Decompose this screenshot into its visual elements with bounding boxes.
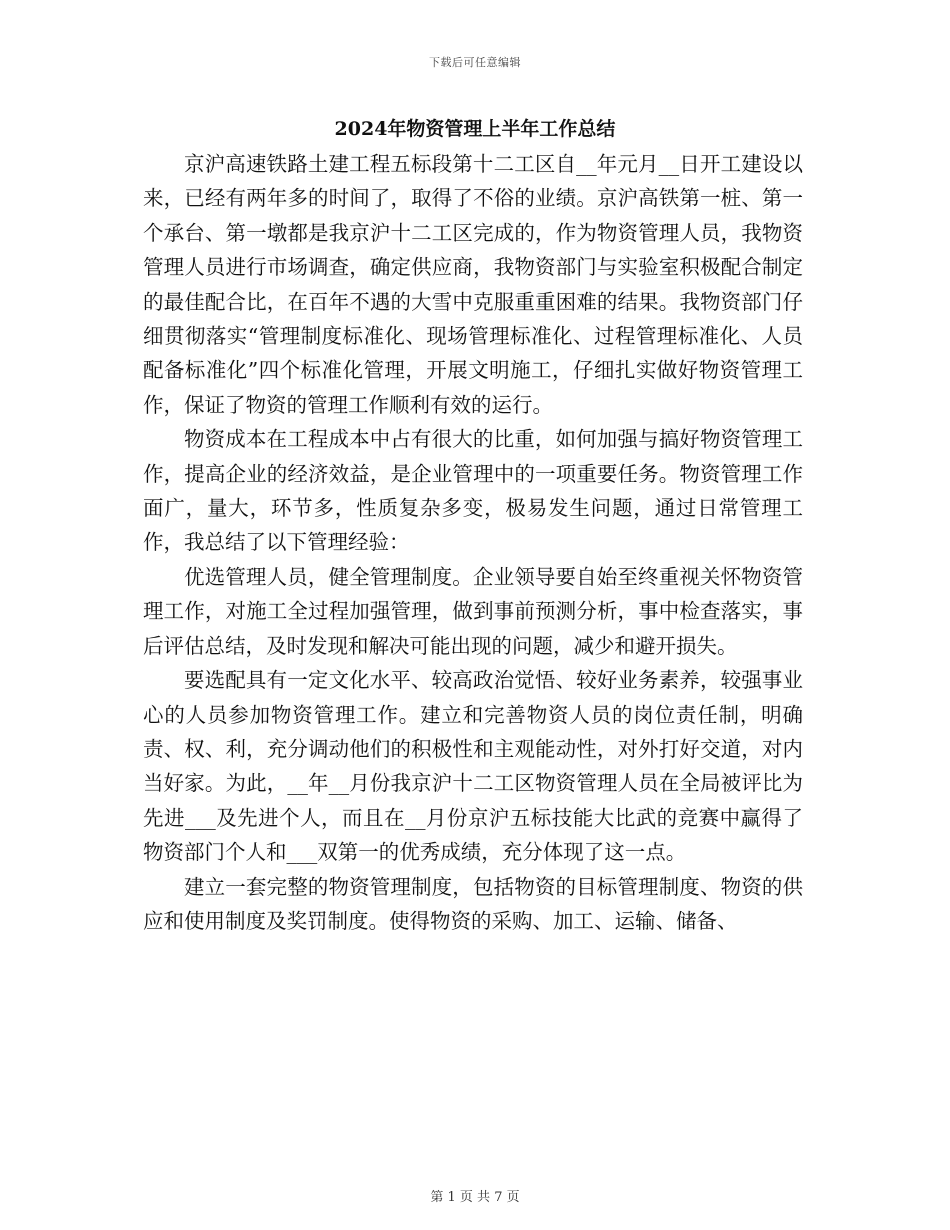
paragraph: 京沪高速铁路土建工程五标段第十二工区自__年元月__日开工建设以来，已经有两年多的时间了，取得了不俗的业绩。京沪高铁第一桩、第一个承台、第一墩都是我京沪十二工区完成的，作为物资管理人员，我物资管理人员进行市场调查，确定供应商，我物资部门与实验室积极配合制定的最佳配合比，在百年不遇的大雪中克服重重困难的结果。我物资部门仔细贯彻落实“管理制度标准化、现场管理标准化、过程管理标准化、人员配备标准化”四个标准化管理，开展文明施工，仔细扎实做好物资管理工作，保证了物资的管理工作顺利有效的运行。 [143,152,803,417]
paragraph: 建立一套完整的物资管理制度，包括物资的目标管理制度、物资的供应和使用制度及奖罚制度。使得物资的采购、加工、运输、储备、 [143,874,803,933]
document-title: 2024年物资管理上半年工作总结 [334,118,616,140]
paragraph: 要选配具有一定文化水平、较高政治觉悟、较好业务素养，较强事业心的人员参加物资管理工作。建立和完善物资人员的岗位责任制，明确责、权、利，充分调动他们的积极性和主观能动性，对外打好交道，对内当好家。为此，__年__月份我京沪十二工区物资管理人员在全局被评比为先进___及先进个人，而且在__月份京沪五标技能大比武的竞赛中赢得了物资部门个人和___双第一的优秀成绩，充分体现了这一点。 [143,668,803,865]
page-number: 第 1 页 共 7 页 [430,1190,520,1205]
paragraph: 优选管理人员，健全管理制度。企业领导要自始至终重视关怀物资管理工作，对施工全过程加强管理，做到事前预测分析，事中检查落实，事后评估总结，及时发现和解决可能出现的问题，减少和避开损失。 [143,564,803,658]
paragraph: 物资成本在工程成本中占有很大的比重，如何加强与搞好物资管理工作，提高企业的经济效益，是企业管理中的一项重要任务。物资管理工作面广，量大，环节多，性质复杂多变，极易发生问题，通过日常管理工作，我总结了以下管理经验： [143,427,803,555]
document-body [143,147,803,938]
header-note: 下载后可任意编辑 [429,56,521,69]
